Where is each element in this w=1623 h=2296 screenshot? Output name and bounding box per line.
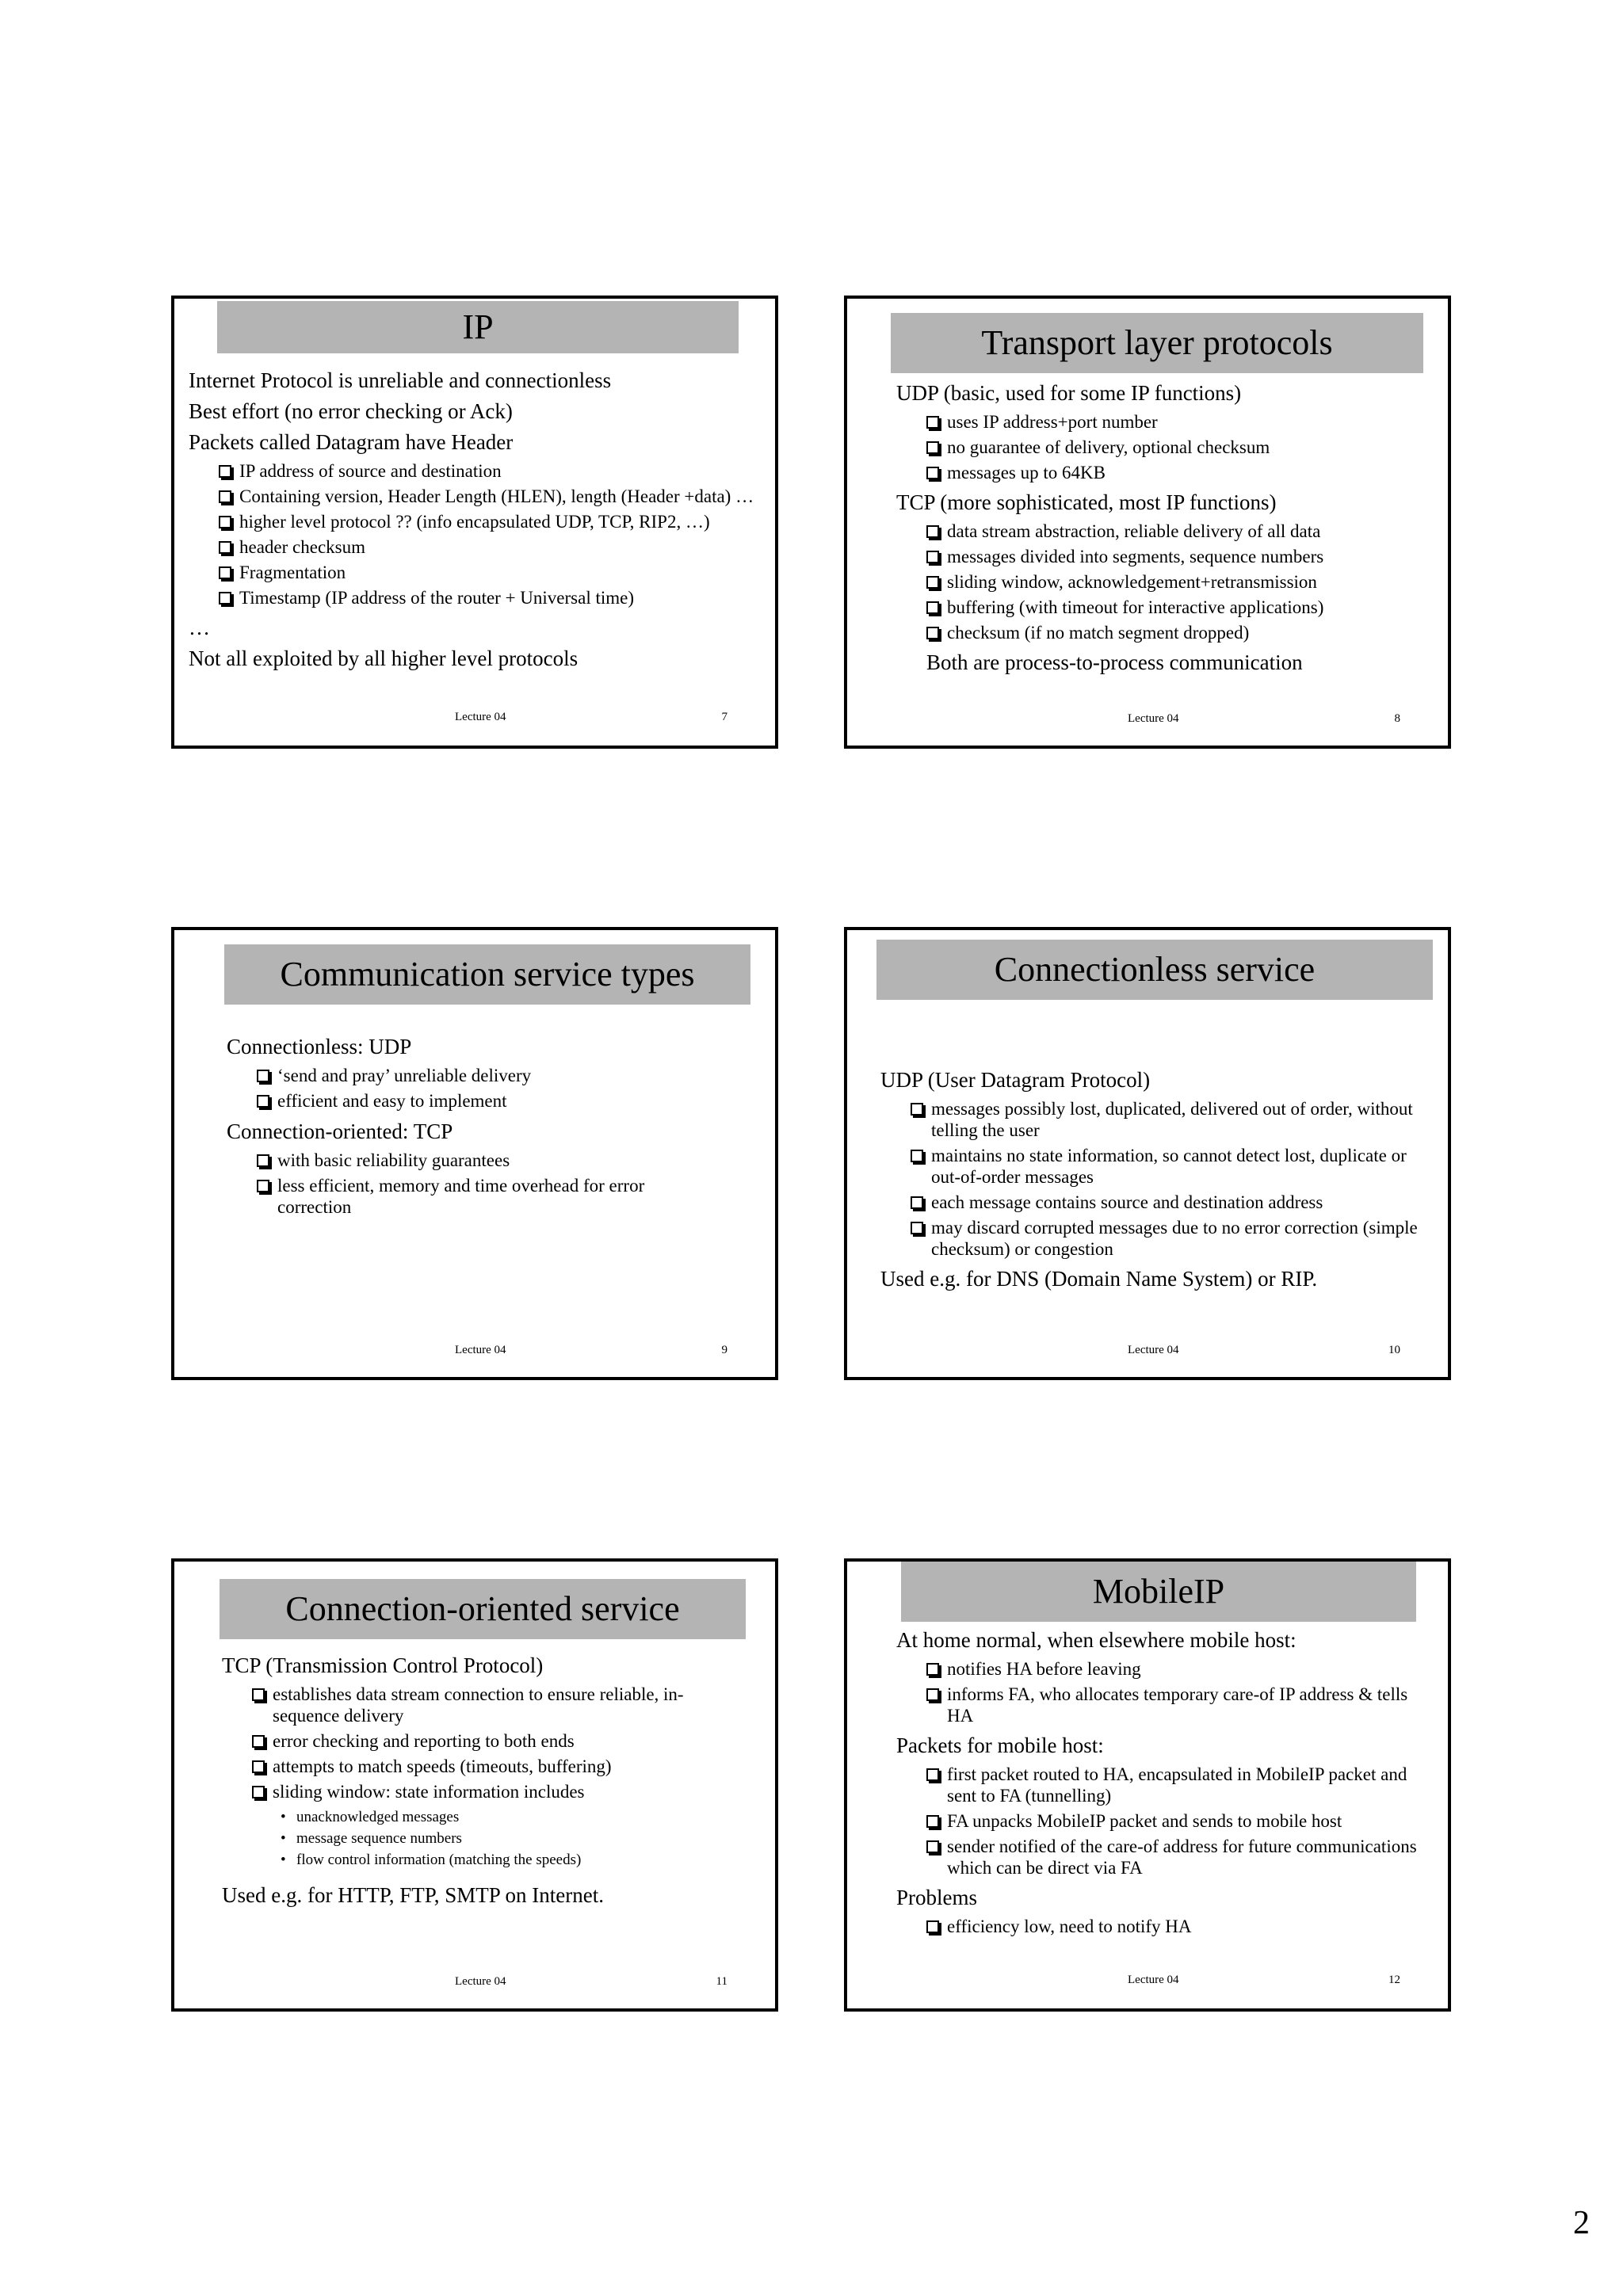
bullet-item: checksum (if no match segment dropped) <box>926 622 1432 643</box>
page-number: 2 <box>1573 2205 1590 2241</box>
checkbox-bullet-icon <box>219 566 231 579</box>
checkbox-bullet-icon <box>252 1760 265 1773</box>
slide-connection-oriented-service <box>171 1558 778 2012</box>
bullet-item: error checking and reporting to both ends <box>252 1730 727 1752</box>
slide-footer: Lecture 04 <box>1128 1344 1179 1356</box>
checkbox-bullet-icon <box>926 576 939 589</box>
checkbox-bullet-icon <box>926 467 939 479</box>
slide-footer: Lecture 04 <box>1128 712 1179 725</box>
bullet-item: first packet routed to HA, encapsulated in MobileIP packet and sent to FA (tunnelling) <box>926 1764 1437 1806</box>
bullet-item: FA unpacks MobileIP packet and sends to mobile host <box>926 1810 1437 1832</box>
checkbox-bullet-icon <box>219 490 231 503</box>
checkbox-bullet-icon <box>926 627 939 639</box>
bullet-item: informs FA, who allocates temporary care-of IP address & tells HA <box>926 1684 1437 1726</box>
slide-number: 8 <box>1394 712 1400 725</box>
bullet-item: maintains no state information, so cannot detect lost, duplicate or out-of-order messages <box>911 1145 1437 1188</box>
bullet-item: with basic reliability guarantees <box>257 1150 701 1171</box>
bullet-item: messages up to 64KB <box>926 462 1432 483</box>
checkbox-bullet-icon <box>926 416 939 429</box>
slide-title: Transport layer protocols <box>891 313 1423 373</box>
checkbox-bullet-icon <box>926 1663 939 1676</box>
slide-title: MobileIP <box>901 1562 1416 1622</box>
checkbox-bullet-icon <box>911 1103 923 1116</box>
checkbox-bullet-icon <box>252 1688 265 1701</box>
slide-footer: Lecture 04 <box>1128 1974 1179 1986</box>
checkbox-bullet-icon <box>926 1768 939 1781</box>
slide-footer: Lecture 04 <box>455 1975 506 1988</box>
checkbox-bullet-icon <box>911 1150 923 1162</box>
bullet-item: sender notified of the care-of address for future communications which can be direct via FA <box>926 1836 1437 1878</box>
slide-text: Packets for mobile host: <box>896 1733 1104 1757</box>
checkbox-bullet-icon <box>252 1735 265 1748</box>
checkbox-bullet-icon <box>257 1154 269 1167</box>
slide-text: UDP (basic, used for some IP functions) <box>896 381 1242 405</box>
checkbox-bullet-icon <box>926 525 939 538</box>
slide-text: Problems <box>896 1886 978 1909</box>
bullet-item: sliding window, acknowledgement+retransmission <box>926 571 1432 593</box>
slide-ip <box>171 296 778 749</box>
slide-text: TCP (Transmission Control Protocol) <box>222 1653 544 1677</box>
slide-number: 11 <box>716 1975 727 1988</box>
bullet-item: may discard corrupted messages due to no error correction (simple checksum) or congestion <box>911 1217 1437 1260</box>
checkbox-bullet-icon <box>219 516 231 528</box>
bullet-item: messages divided into segments, sequence numbers <box>926 546 1432 567</box>
checkbox-bullet-icon <box>257 1180 269 1192</box>
checkbox-bullet-icon <box>257 1095 269 1108</box>
slide-text: Packets called Datagram have Header <box>189 430 514 454</box>
bullet-item: Containing version, Header Length (HLEN), length (Header +data) … <box>219 486 759 507</box>
bullet-item: attempts to match speeds (timeouts, buffering) <box>252 1756 727 1777</box>
slide-text: UDP (User Datagram Protocol) <box>880 1068 1151 1092</box>
bullet-item: establishes data stream connection to ensure reliable, in-sequence delivery <box>252 1684 727 1726</box>
checkbox-bullet-icon <box>911 1222 923 1234</box>
bullet-item: buffering (with timeout for interactive applications) <box>926 597 1432 618</box>
checkbox-bullet-icon <box>926 1815 939 1828</box>
checkbox-bullet-icon <box>926 551 939 563</box>
sub-bullet-item: • unacknowledged messages <box>281 1806 727 1828</box>
bullet-item: data stream abstraction, reliable delivery of all data <box>926 521 1432 542</box>
slide-text: Not all exploited by all higher level protocols <box>189 646 579 670</box>
slide-text: TCP (more sophisticated, most IP functions) <box>896 490 1277 514</box>
checkbox-bullet-icon <box>926 1840 939 1853</box>
bullet-item: no guarantee of delivery, optional checksum <box>926 437 1432 458</box>
checkbox-bullet-icon <box>926 601 939 614</box>
slide-number: 10 <box>1388 1344 1400 1356</box>
bullet-item: higher level protocol ?? (info encapsulated UDP, TCP, RIP2, …) <box>219 511 759 532</box>
slide-title: Connectionless service <box>876 940 1433 1000</box>
checkbox-bullet-icon <box>219 592 231 605</box>
slide-text: Connection-oriented: TCP <box>227 1119 453 1143</box>
slide-title: Communication service types <box>224 944 750 1005</box>
sub-bullet-item: • flow control information (matching the speeds) <box>281 1849 727 1871</box>
slide-text: Both are process-to-process communication <box>926 650 1303 674</box>
checkbox-bullet-icon <box>257 1070 269 1082</box>
checkbox-bullet-icon <box>219 541 231 554</box>
slide-number: 12 <box>1388 1974 1400 1986</box>
bullet-item: efficient and easy to implement <box>257 1090 759 1112</box>
checkbox-bullet-icon <box>219 465 231 478</box>
checkbox-bullet-icon <box>926 1688 939 1701</box>
slide-text: Internet Protocol is unreliable and connectionless <box>189 368 612 392</box>
bullet-item: sliding window: state information includes <box>252 1781 727 1802</box>
slide-connectionless-service <box>844 927 1451 1380</box>
slide-footer: Lecture 04 <box>455 1344 506 1356</box>
checkbox-bullet-icon <box>926 1920 939 1933</box>
slide-text: Used e.g. for HTTP, FTP, SMTP on Internet. <box>222 1883 604 1907</box>
checkbox-bullet-icon <box>252 1786 265 1798</box>
slide-mobileip <box>844 1558 1451 2012</box>
bullet-item: less efficient, memory and time overhead for error correction <box>257 1175 701 1218</box>
checkbox-bullet-icon <box>911 1196 923 1209</box>
bullet-item: notifies HA before leaving <box>926 1658 1437 1680</box>
slide-text: Best effort (no error checking or Ack) <box>189 399 513 423</box>
slide-communication-service-types <box>171 927 778 1380</box>
slide-footer: Lecture 04 <box>455 711 506 723</box>
slide-text: At home normal, when elsewhere mobile host: <box>896 1628 1296 1652</box>
checkbox-bullet-icon <box>926 441 939 454</box>
slide-text: Connectionless: UDP <box>227 1035 412 1058</box>
sub-bullet-item: • message sequence numbers <box>281 1828 727 1849</box>
slide-transport-layer-protocols <box>844 296 1451 749</box>
slide-text: … <box>189 616 210 639</box>
bullet-item: header checksum <box>219 536 759 558</box>
bullet-item: messages possibly lost, duplicated, delivered out of order, without telling the user <box>911 1098 1437 1141</box>
bullet-item: uses IP address+port number <box>926 411 1432 433</box>
bullet-item: Fragmentation <box>219 562 759 583</box>
slide-title: Connection-oriented service <box>220 1579 746 1639</box>
bullet-item: IP address of source and destination <box>219 460 759 482</box>
slide-title: IP <box>217 301 739 353</box>
bullet-item: Timestamp (IP address of the router + Universal time) <box>219 587 759 608</box>
bullet-item: efficiency low, need to notify HA <box>926 1916 1437 1937</box>
bullet-item: each message contains source and destination address <box>911 1192 1437 1213</box>
bullet-item: ‘send and pray’ unreliable delivery <box>257 1065 759 1086</box>
slide-text: Used e.g. for DNS (Domain Name System) or RIP. <box>880 1267 1318 1291</box>
slide-number: 9 <box>721 1344 727 1356</box>
slide-number: 7 <box>721 711 727 723</box>
